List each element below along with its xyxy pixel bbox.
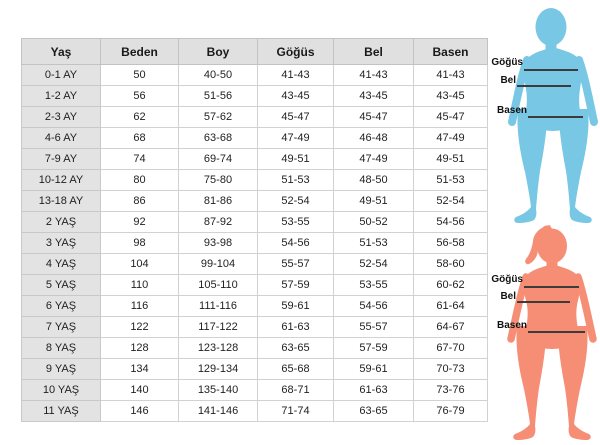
value-cell: 41-43 (414, 65, 488, 86)
table-row (22, 296, 488, 317)
row-label-cell: 11 YAŞ (22, 401, 101, 422)
row-label-cell: 1-2 AY (22, 86, 101, 107)
value-cell: 135-140 (179, 380, 258, 401)
value-cell: 93-98 (179, 233, 258, 254)
value-cell: 53-55 (334, 275, 414, 296)
value-cell: 54-56 (334, 296, 414, 317)
value-cell: 49-51 (258, 149, 334, 170)
boy-waist-label: Bel (500, 75, 516, 86)
value-cell: 116 (101, 296, 179, 317)
value-cell: 110 (101, 275, 179, 296)
value-cell: 47-49 (414, 128, 488, 149)
value-cell: 59-61 (258, 296, 334, 317)
value-cell: 59-61 (334, 359, 414, 380)
value-cell: 134 (101, 359, 179, 380)
girl-chest-label: Göğüs (491, 274, 523, 285)
value-cell: 123-128 (179, 338, 258, 359)
value-cell: 55-57 (334, 317, 414, 338)
value-cell: 69-74 (179, 149, 258, 170)
size-table-body (22, 65, 488, 422)
girl-waist-label: Bel (500, 291, 516, 302)
value-cell: 51-53 (414, 170, 488, 191)
table-row (22, 338, 488, 359)
value-cell: 61-64 (414, 296, 488, 317)
column-header: Göğüs (258, 39, 334, 65)
value-cell: 45-47 (258, 107, 334, 128)
value-cell: 64-67 (414, 317, 488, 338)
value-cell: 52-54 (334, 254, 414, 275)
value-cell: 61-63 (258, 317, 334, 338)
value-cell: 43-45 (334, 86, 414, 107)
value-cell: 41-43 (258, 65, 334, 86)
value-cell: 122 (101, 317, 179, 338)
value-cell: 55-57 (258, 254, 334, 275)
table-row (22, 191, 488, 212)
value-cell: 65-68 (258, 359, 334, 380)
girl-silhouette-icon (500, 225, 600, 443)
girl-silhouette (500, 225, 600, 443)
value-cell: 45-47 (334, 107, 414, 128)
value-cell: 68 (101, 128, 179, 149)
size-table-header (22, 39, 488, 65)
value-cell: 53-55 (258, 212, 334, 233)
row-label-cell: 8 YAŞ (22, 338, 101, 359)
value-cell: 128 (101, 338, 179, 359)
value-cell: 49-51 (334, 191, 414, 212)
table-row (22, 212, 488, 233)
value-cell: 54-56 (414, 212, 488, 233)
column-header: Yaş (22, 39, 101, 65)
value-cell: 105-110 (179, 275, 258, 296)
value-cell: 56-58 (414, 233, 488, 254)
value-cell: 75-80 (179, 170, 258, 191)
value-cell: 129-134 (179, 359, 258, 380)
value-cell: 45-47 (414, 107, 488, 128)
table-row (22, 401, 488, 422)
table-row (22, 275, 488, 296)
column-header: Basen (414, 39, 488, 65)
value-cell: 80 (101, 170, 179, 191)
boy-chest-label: Göğüs (491, 57, 523, 68)
boy-hip-label: Basen (496, 105, 527, 116)
table-row (22, 170, 488, 191)
table-row (22, 254, 488, 275)
value-cell: 50-52 (334, 212, 414, 233)
row-label-cell: 13-18 AY (22, 191, 101, 212)
value-cell: 40-50 (179, 65, 258, 86)
value-cell: 70-73 (414, 359, 488, 380)
value-cell: 61-63 (334, 380, 414, 401)
value-cell: 74 (101, 149, 179, 170)
header-row (22, 39, 488, 65)
table-row (22, 128, 488, 149)
row-label-cell: 7 YAŞ (22, 317, 101, 338)
table-row (22, 317, 488, 338)
value-cell: 60-62 (414, 275, 488, 296)
value-cell: 51-53 (334, 233, 414, 254)
table-row (22, 359, 488, 380)
table-row (22, 65, 488, 86)
column-header: Beden (101, 39, 179, 65)
row-label-cell: 3 YAŞ (22, 233, 101, 254)
value-cell: 51-56 (179, 86, 258, 107)
size-table (21, 38, 488, 422)
column-header: Boy (179, 39, 258, 65)
value-cell: 67-70 (414, 338, 488, 359)
value-cell: 111-116 (179, 296, 258, 317)
column-header: Bel (334, 39, 414, 65)
value-cell: 86 (101, 191, 179, 212)
girl-waist-line (517, 301, 570, 303)
value-cell: 92 (101, 212, 179, 233)
value-cell: 63-68 (179, 128, 258, 149)
row-label-cell: 5 YAŞ (22, 275, 101, 296)
girl-chest-line (524, 286, 579, 288)
value-cell: 99-104 (179, 254, 258, 275)
value-cell: 56 (101, 86, 179, 107)
table-row (22, 107, 488, 128)
row-label-cell: 7-9 AY (22, 149, 101, 170)
boy-silhouette-icon (500, 7, 600, 229)
row-label-cell: 9 YAŞ (22, 359, 101, 380)
row-label-cell: 6 YAŞ (22, 296, 101, 317)
value-cell: 63-65 (258, 338, 334, 359)
value-cell: 62 (101, 107, 179, 128)
value-cell: 49-51 (414, 149, 488, 170)
value-cell: 58-60 (414, 254, 488, 275)
value-cell: 98 (101, 233, 179, 254)
table-row (22, 380, 488, 401)
row-label-cell: 4 YAŞ (22, 254, 101, 275)
value-cell: 48-50 (334, 170, 414, 191)
boy-silhouette (500, 7, 600, 229)
girl-hip-line (528, 331, 585, 333)
row-label-cell: 10 YAŞ (22, 380, 101, 401)
boy-hip-line (528, 116, 583, 118)
value-cell: 141-146 (179, 401, 258, 422)
table-row (22, 149, 488, 170)
row-label-cell: 4-6 AY (22, 128, 101, 149)
value-cell: 104 (101, 254, 179, 275)
value-cell: 87-92 (179, 212, 258, 233)
value-cell: 81-86 (179, 191, 258, 212)
girl-hip-label: Basen (496, 320, 527, 331)
value-cell: 51-53 (258, 170, 334, 191)
value-cell: 41-43 (334, 65, 414, 86)
table-row (22, 233, 488, 254)
value-cell: 47-49 (258, 128, 334, 149)
value-cell: 57-62 (179, 107, 258, 128)
table-row (22, 86, 488, 107)
value-cell: 68-71 (258, 380, 334, 401)
value-cell: 54-56 (258, 233, 334, 254)
value-cell: 63-65 (334, 401, 414, 422)
value-cell: 52-54 (258, 191, 334, 212)
value-cell: 140 (101, 380, 179, 401)
value-cell: 146 (101, 401, 179, 422)
value-cell: 47-49 (334, 149, 414, 170)
value-cell: 117-122 (179, 317, 258, 338)
value-cell: 50 (101, 65, 179, 86)
row-label-cell: 2-3 AY (22, 107, 101, 128)
value-cell: 43-45 (258, 86, 334, 107)
row-label-cell: 10-12 AY (22, 170, 101, 191)
row-label-cell: 0-1 AY (22, 65, 101, 86)
boy-chest-line (524, 69, 578, 71)
value-cell: 46-48 (334, 128, 414, 149)
value-cell: 73-76 (414, 380, 488, 401)
value-cell: 57-59 (258, 275, 334, 296)
row-label-cell: 2 YAŞ (22, 212, 101, 233)
value-cell: 71-74 (258, 401, 334, 422)
value-cell: 57-59 (334, 338, 414, 359)
value-cell: 52-54 (414, 191, 488, 212)
boy-waist-line (517, 85, 571, 87)
value-cell: 76-79 (414, 401, 488, 422)
value-cell: 43-45 (414, 86, 488, 107)
